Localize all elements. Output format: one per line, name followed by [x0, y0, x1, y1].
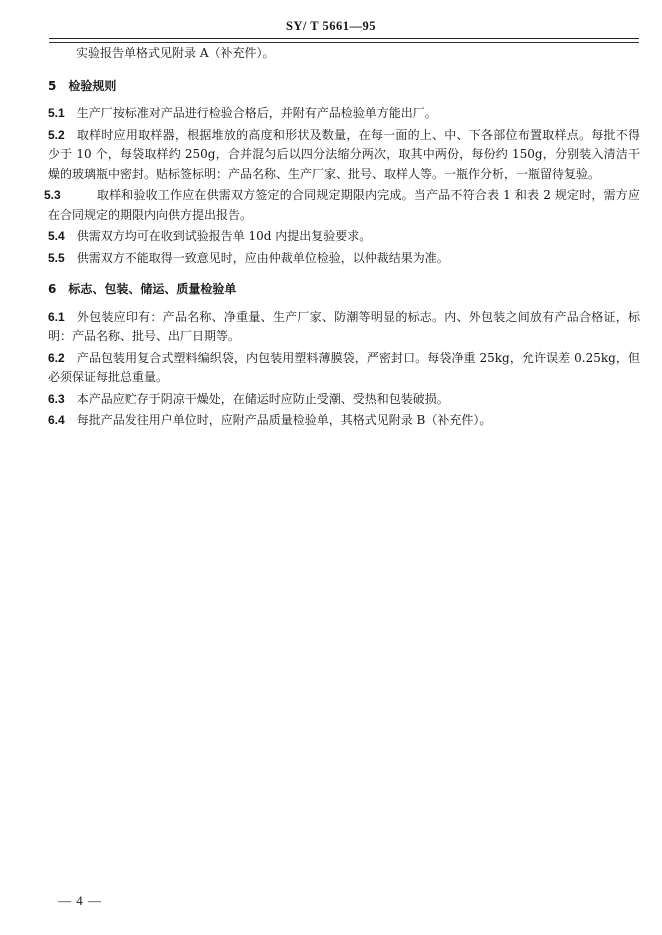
clause-5-1 [48, 104, 640, 124]
section-number: 6 [48, 282, 57, 296]
standard-code-header: SY/ T 5661—95 [285, 19, 377, 33]
clause-6-4 [48, 411, 640, 431]
section-title: 标志、包装、储运、质量检验单 [68, 282, 237, 296]
clause-text: 每批产品发往用户单位时，应附产品质量检验单，其格式见附录 B（补充件）。 [76, 413, 492, 427]
document-body [44, 44, 640, 433]
clause-number: 6.1 [48, 309, 65, 324]
header-rule-thin [49, 42, 639, 43]
clause-text: 取样时应用取样器，根据堆放的高度和形状及数量，在每一面的上、中、下各部位布置取样点。每批不得少于 10 个，每袋取样约 250g，合并混匀后以四分法缩分两次，取其中两份，每份约 150g，分别装入清洁干燥的玻璃瓶中密封。贴标签标明：产品名称、生产厂家、批号、取样人等。一瓶作分析，一瓶留待复验。 [48, 127, 640, 181]
clause-5-2 [48, 126, 640, 185]
clause-text: 生产厂按标准对产品进行检验合格后，并附有产品检验单方能出厂。 [76, 106, 437, 120]
clause-text: 供需双方不能取得一致意见时，应由仲裁单位检验，以仲裁结果为准。 [76, 250, 449, 265]
clause-text: 供需双方均可在收到试验报告单 10d 内提出复验要求。 [76, 229, 372, 243]
clause-text: 本产品应贮存于阴凉干燥处，在储运时应防止受潮、受热和包装破损。 [76, 391, 449, 406]
clause-5-4 [48, 227, 640, 247]
page-number: — 4 — [58, 893, 102, 908]
clause-text: 外包装应印有：产品名称、净重量、生产厂家、防潮等明显的标志。内、外包装之间放有产品合格证，标明：产品名称、批号、出厂日期等。 [48, 309, 640, 343]
clause-number: 5.5 [48, 250, 65, 265]
section-6-heading [48, 280, 640, 300]
clause-number: 6.2 [48, 350, 65, 365]
clause-5-3 [44, 186, 640, 225]
clause-6-3 [48, 390, 640, 410]
clause-number: 5.2 [48, 127, 65, 142]
clause-number: 6.3 [48, 391, 65, 406]
section-gap [48, 270, 640, 280]
clause-text: 取样和验收工作应在供需双方签定的合同规定期限内完成。当产品不符合表 1 和表 2 规定时，需方应在合同规定的期限内向供方提出报告。 [48, 188, 640, 222]
clause-6-1 [48, 308, 640, 347]
section-number: 5 [48, 78, 57, 93]
header-rule-thick [49, 38, 639, 39]
clause-number: 6.4 [48, 413, 65, 427]
clause-5-5 [48, 249, 640, 269]
clause-6-2 [48, 349, 640, 388]
clause-text: 产品包装用复合式塑料编织袋，内包装用塑料薄膜袋，严密封口。每袋净重 25kg，允许误差 0.25kg，但必须保证每批总重量。 [48, 350, 640, 384]
clause-number: 5.4 [48, 229, 65, 243]
section-5-heading [48, 77, 640, 97]
intro-paragraph: 实验报告单格式见附录 A（补充件）。 [76, 46, 275, 60]
clause-number: 5.1 [48, 106, 65, 120]
clause-number: 5.3 [44, 188, 61, 202]
section-title: 检验规则 [68, 78, 117, 93]
